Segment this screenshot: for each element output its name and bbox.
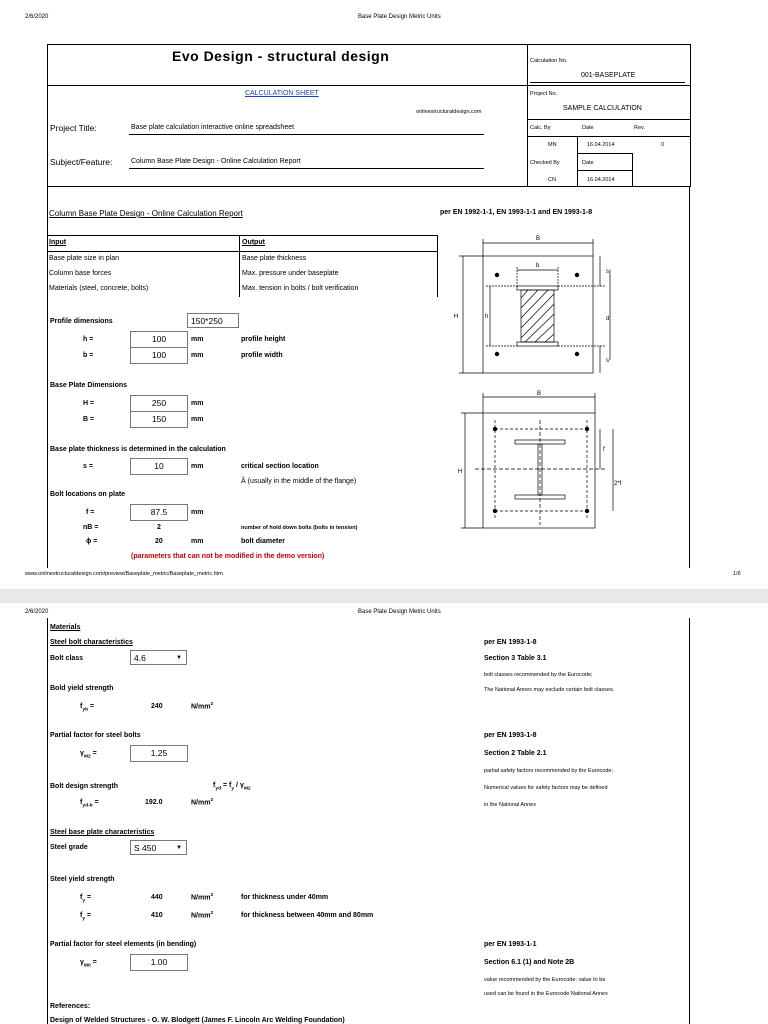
plate-char-label: Steel base plate characteristics xyxy=(50,829,155,836)
ref3-note1: value recommended by the Eurocode; value to be xyxy=(484,977,606,983)
demo-note: (parameters that can not be modified in the demo version) xyxy=(131,553,325,560)
b-label: b = xyxy=(83,352,94,359)
print-page-title: Base Plate Design Metric Units xyxy=(358,14,441,20)
fy1-description: for thickness under 40mm xyxy=(241,894,329,901)
input-row: Materials (steel, concrete, bolts) xyxy=(49,285,149,292)
nB-label: nB = xyxy=(83,524,99,531)
dim-B2-label: B xyxy=(537,391,542,397)
ref2-note1: partial safety factors recommended by the Eurocode; xyxy=(484,768,614,774)
bolt-layout-diagram xyxy=(455,385,625,535)
checked-date-value: 16.04.2014 xyxy=(587,177,615,183)
references-label: References: xyxy=(50,1003,91,1010)
print-date: 2/6/2020 xyxy=(25,14,49,20)
fy2-description: for thickness between 40mm and 80mm xyxy=(241,912,374,919)
h-description: profile height xyxy=(241,336,286,343)
dim-d-label: d xyxy=(606,316,610,322)
website-label: onlinestructuraldesign.com xyxy=(416,109,482,115)
s-description-note: Â (usually in the middle of the flange) xyxy=(241,478,357,485)
phi-label: ϕ = xyxy=(86,538,98,545)
bolt-class-select[interactable]: 4.6 ▼ xyxy=(130,650,187,665)
B-unit: mm xyxy=(191,416,204,423)
b-unit: mm xyxy=(191,352,204,359)
gM2-label: $\gamma_{M2}$ = xyxy=(80,750,97,760)
fyb-unit: $N/mm^2$ xyxy=(191,702,214,711)
checked-date-label: Date xyxy=(582,160,594,166)
chevron-down-icon: ▼ xyxy=(176,845,182,851)
calculation-sheet-link[interactable]: CALCULATION SHEET xyxy=(245,90,319,97)
gM0-label: $\gamma_{M0}$ = xyxy=(80,959,97,969)
f-label: f = xyxy=(86,509,95,516)
page-break xyxy=(0,589,768,603)
dim-h-label: h xyxy=(485,314,489,320)
project-no-label: Project No. xyxy=(530,91,558,97)
B-label: B = xyxy=(83,416,95,423)
b-input[interactable]: 100 xyxy=(130,347,188,364)
gM0-input[interactable]: 1.00 xyxy=(130,954,188,971)
f-input[interactable]: 87.5 xyxy=(130,504,188,521)
s-label: s = xyxy=(83,463,93,470)
project-no-value: SAMPLE CALCULATION xyxy=(563,105,642,112)
dim-s2-label: s xyxy=(606,358,609,364)
subject-label: Subject/Feature: xyxy=(50,157,113,167)
company-title: Evo Design - structural design xyxy=(172,48,390,64)
base-plate-dimensions-label: Base Plate Dimensions xyxy=(50,382,128,389)
date-label: Date xyxy=(582,125,594,131)
ref1-section: Section 3 Table 3.1 xyxy=(484,655,547,662)
fy2-value: 410 xyxy=(151,912,163,919)
dim-f-label: f xyxy=(603,447,605,453)
checked-by-value: CN xyxy=(548,177,556,183)
steel-grade-select[interactable]: S 450 ▼ xyxy=(130,840,187,855)
dim-b-label: b xyxy=(536,263,540,269)
partial-elements-label: Partial factor for steel elements (in bending) xyxy=(50,941,197,948)
ref2-section: Section 2 Table 2.1 xyxy=(484,750,547,757)
project-title-label: Project Title: xyxy=(50,123,97,133)
fy1-label: $f_y$ = xyxy=(80,894,92,904)
fydb-unit: $N/mm^2$ xyxy=(191,798,214,807)
H-input[interactable]: 250 xyxy=(130,395,188,412)
bolt-locations-label: Bolt locations on plate xyxy=(50,491,126,498)
nB-value: 2 xyxy=(157,524,161,531)
s-unit: mm xyxy=(191,463,204,470)
output-row: Max. tension in bolts / bolt verification xyxy=(242,285,359,292)
thickness-note: Base plate thickness is determined in the calculation xyxy=(50,446,226,453)
dim-H2-label: H xyxy=(458,469,463,475)
output-header: Output xyxy=(242,239,265,246)
calc-date-value: 16.04.2014 xyxy=(587,142,615,148)
fydb-label: $f_{yd-b}$ = xyxy=(80,799,99,809)
ref2-note3: in the National Annex xyxy=(484,802,536,808)
profile-select[interactable]: 150*250 xyxy=(187,313,239,328)
ref3-code: per EN 1993-1-1 xyxy=(484,941,537,948)
materials-label: Materials xyxy=(50,624,81,631)
calc-no-value: 001-BASEPLATE xyxy=(581,72,636,79)
code-references: per EN 1992-1-1, EN 1993-1-1 and EN 1993-1-8 xyxy=(440,209,593,216)
bold-yield-label: Bold yield strength xyxy=(50,685,114,692)
B-input[interactable]: 150 xyxy=(130,411,188,428)
h-input[interactable]: 100 xyxy=(130,331,188,348)
s-input[interactable]: 10 xyxy=(130,458,188,475)
partial-bolts-label: Partial factor for steel bolts xyxy=(50,732,141,739)
input-row: Column base forces xyxy=(49,270,112,277)
dim-2f-label: 2*f xyxy=(614,481,622,487)
print-date-2: 2/6/2020 xyxy=(25,609,49,615)
chevron-down-icon: ▼ xyxy=(176,655,182,661)
print-page-title-2: Base Plate Design Metric Units xyxy=(358,609,441,615)
calc-by-label: Calc. By xyxy=(530,125,551,131)
fy2-label: $f_y$ = xyxy=(80,912,92,922)
ref3-note2: used can be found in the Eurocode National Annex xyxy=(484,991,608,997)
fy1-value: 440 xyxy=(151,894,163,901)
fyd-formula: $f_{yd} = f_y / \gamma_{M2}$ xyxy=(213,782,251,792)
gM2-input[interactable]: 1.25 xyxy=(130,745,188,762)
project-title-value: Base plate calculation interactive online spreadsheet xyxy=(131,124,295,131)
phi-unit: mm xyxy=(191,538,204,545)
phi-description: bolt diameter xyxy=(241,538,285,545)
rev-label: Rev. xyxy=(634,125,645,131)
h-label: h = xyxy=(83,336,94,343)
f-unit: mm xyxy=(191,509,204,516)
steel-yield-label: Steel yield strength xyxy=(50,876,115,883)
reference-item: Design of Welded Structures - O. W. Blodgett (James F. Lincoln Arc Welding Foundation) xyxy=(50,1017,345,1024)
nB-description: number of hold down bolts (bolts in tension) xyxy=(241,525,358,531)
input-header: Input xyxy=(49,239,67,246)
b-description: profile width xyxy=(241,352,283,359)
calc-by-value: MN xyxy=(548,142,557,148)
dim-s-label: s xyxy=(606,269,609,275)
base-plate-plan-diagram xyxy=(450,230,620,380)
input-row: Base plate size in plan xyxy=(49,255,120,262)
fydb-value: 192.0 xyxy=(145,799,163,806)
fyb-value: 240 xyxy=(151,703,163,710)
steel-grade-label: Steel grade xyxy=(50,844,88,851)
checked-by-label: Checked By xyxy=(530,160,560,166)
ref2-code: per EN 1993-1-8 xyxy=(484,732,537,739)
page-number: 1/6 xyxy=(733,571,741,577)
header-frame xyxy=(47,44,691,187)
bolt-class-label: Bolt class xyxy=(50,655,84,662)
fy2-unit: $N/mm^2$ xyxy=(191,911,214,920)
rev-value: 0 xyxy=(661,142,665,148)
H-unit: mm xyxy=(191,400,204,407)
output-row: Max. pressure under baseplate xyxy=(242,270,339,277)
phi-value: 20 xyxy=(155,538,163,545)
ref1-code: per EN 1993-1-8 xyxy=(484,639,537,646)
ref3-section: Section 6.1 (1) and Note 2B xyxy=(484,959,575,966)
steel-bolt-label: Steel bolt characteristics xyxy=(50,639,133,646)
output-row: Base plate thickness xyxy=(242,255,307,262)
h-unit: mm xyxy=(191,336,204,343)
report-title: Column Base Plate Design - Online Calculation Report xyxy=(49,209,243,218)
bolt-design-label: Bolt design strength xyxy=(50,783,119,790)
s-description: critical section location xyxy=(241,463,319,470)
dim-B-label: B xyxy=(536,236,541,242)
dim-H-label: H xyxy=(454,314,459,320)
calc-no-label: Calculation No. xyxy=(530,58,568,64)
profile-dimensions-label: Profile dimensions xyxy=(50,318,113,325)
H-label: H = xyxy=(83,400,95,407)
ref2-note2: Numerical values for safety factors may be defined xyxy=(484,785,608,791)
ref1-note2: The National Annex may exclude certain bolt classes. xyxy=(484,687,615,693)
footer-url: www.onlinestructuraldesign.com/preview/Baseplate_metric/Baseplate_metric.htm xyxy=(25,571,223,577)
ref1-note1: bolt classes recommended by the Eurocode; xyxy=(484,672,593,678)
subject-value: Column Base Plate Design - Online Calculation Report xyxy=(131,158,301,165)
fy1-unit: $N/mm^2$ xyxy=(191,893,214,902)
fyb-label: $f_{yb}$ = xyxy=(80,703,95,713)
